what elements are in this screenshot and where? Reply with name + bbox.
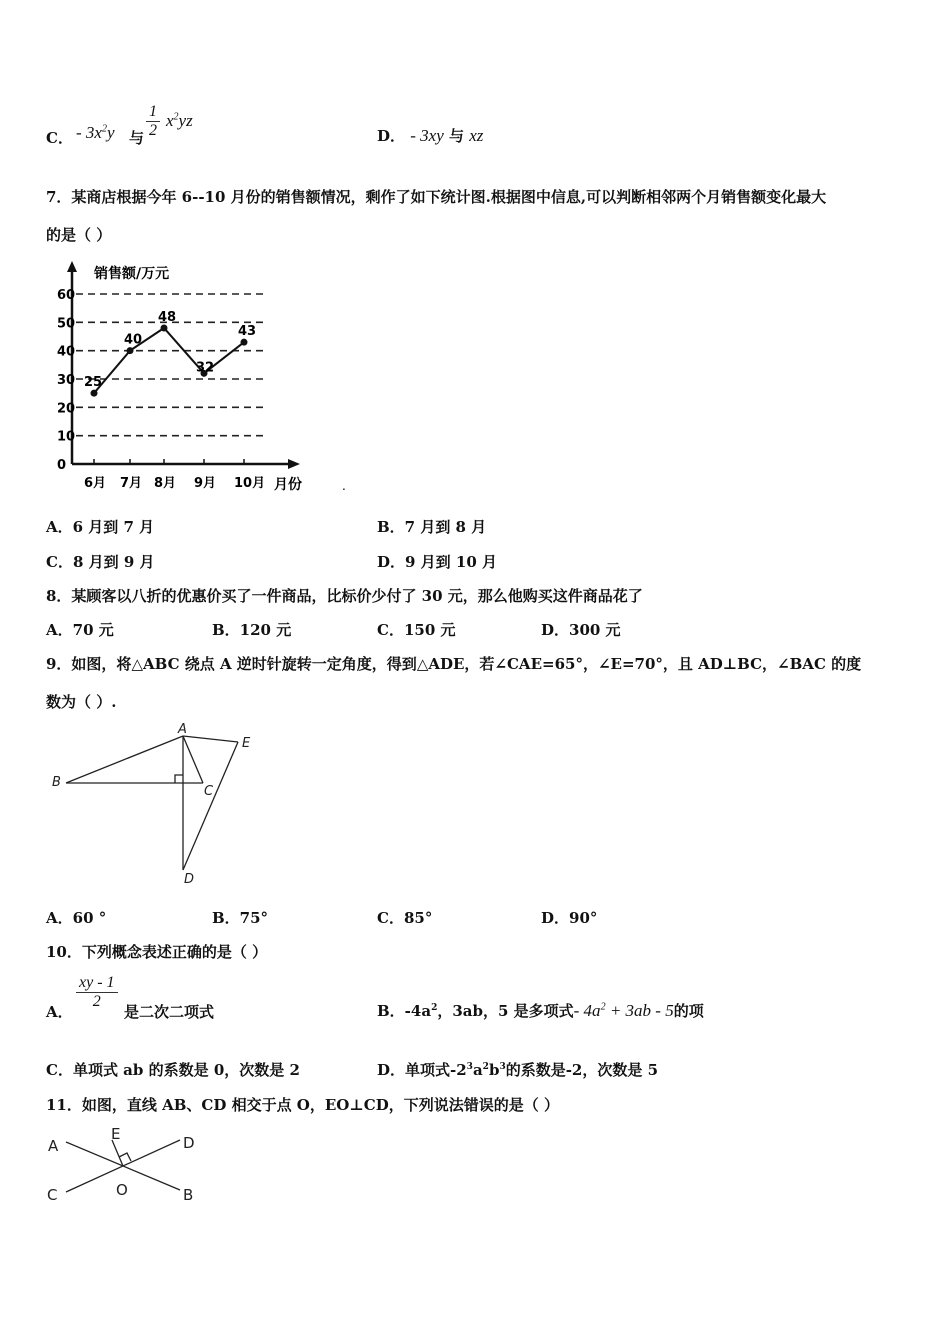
q7-line-chart <box>52 258 352 498</box>
q10-option-a-suffix: 是二次二项式 <box>124 1003 215 1021</box>
q10-option-d-prefix: D．单项式-2 <box>377 1061 467 1079</box>
label-d: D <box>184 872 195 887</box>
q6-option-c-expr1: - $3x^2y$ <box>76 123 115 142</box>
x-axis-arrow <box>288 459 300 469</box>
q9-option-a[interactable]: A．60 ° <box>46 909 107 927</box>
q10-option-d-sup3: 3 <box>499 1062 506 1072</box>
q10-option-b-prefix: B．-4a <box>377 1002 432 1020</box>
q10-option-d-a: a <box>472 1061 483 1079</box>
q9-stem-line1: 9．如图，将△ABC 绕点 A 逆时针旋转一定角度，得到△ADE，若∠CAE=65°，∠E=70°，且 AD⊥BC，∠BAC 的度 <box>46 655 862 673</box>
data-label: 40 <box>124 332 143 348</box>
segment-ac <box>183 736 203 783</box>
q6-option-d-connector: 与 <box>449 127 465 145</box>
q8-option-a[interactable]: A．70 元 <box>46 621 114 639</box>
segment-ba <box>66 736 183 783</box>
q10-option-d-sup2: 2 <box>482 1062 489 1072</box>
q6-option-d-expr1: - 3xy <box>410 126 444 145</box>
chart-trailing-dot: . <box>342 479 346 493</box>
q8-option-b[interactable]: B．120 元 <box>212 621 292 639</box>
y-tick-label: 40 <box>57 344 76 360</box>
y-tick-label: 10 <box>57 429 76 445</box>
q11-lines-figure <box>44 1120 214 1205</box>
q7-option-b[interactable]: B．7 月到 8 月 <box>377 518 487 536</box>
x-tick-label: 9月 <box>194 476 217 491</box>
q6-option-d-label: D． <box>377 127 406 145</box>
q11-stem: 11．如图，直线 AB、CD 相交于点 O，EO⊥CD，下列说法错误的是（ ） <box>46 1096 559 1114</box>
data-label: 48 <box>158 310 177 325</box>
q10-option-a[interactable] <box>46 974 346 1022</box>
q8-stem: 8．某顾客以八折的优惠价买了一件商品，比标价少付了 30 元，那么他购买这件商品花了 <box>46 587 643 605</box>
y-tick-label: 60 <box>57 288 76 303</box>
label-c: C <box>47 1186 58 1204</box>
label-e: E <box>242 736 251 751</box>
q10-option-c[interactable]: C．单项式 ab 的系数是 0，次数是 2 <box>46 1061 300 1079</box>
data-point <box>127 347 134 354</box>
label-a: A <box>48 1137 59 1155</box>
y-tick-label: 30 <box>57 373 76 388</box>
q9-option-c[interactable]: C．85° <box>377 909 433 927</box>
data-point <box>241 339 248 346</box>
label-b: B <box>183 1186 194 1204</box>
x-axis-title: 月份 <box>274 477 302 493</box>
q9-triangle-figure <box>48 720 278 890</box>
data-label: 32 <box>196 360 215 376</box>
y-axis-arrow <box>67 261 77 272</box>
q10-option-d-suffix: 的系数是-2，次数是 5 <box>505 1061 659 1079</box>
q8-option-d[interactable]: D．300 元 <box>541 621 621 639</box>
q10-option-d[interactable] <box>377 1059 658 1080</box>
label-o: O <box>116 1181 128 1199</box>
q6-option-c-fraction: $\frac{1}{2}$ <box>146 103 160 140</box>
q10-option-a-fraction: $\frac{xy - 1}{2}$ <box>76 974 118 1011</box>
segment-ae <box>183 736 238 742</box>
q10-option-b-sup: 2 <box>431 1003 438 1013</box>
q9-option-d[interactable]: D．90° <box>541 909 598 927</box>
x-tick-label: 7月 <box>120 476 143 491</box>
q6-option-c-connector: 与 <box>129 129 145 147</box>
q10-option-b-suffix: 的项 <box>673 1002 704 1020</box>
x-tick-label: 6月 <box>84 476 107 491</box>
y-tick-label: 20 <box>57 401 76 417</box>
y-tick-label: 50 <box>57 316 76 332</box>
data-label: 43 <box>238 324 257 340</box>
data-point <box>91 390 98 397</box>
q10-option-d-sup1: 3 <box>466 1062 473 1072</box>
q7-option-d[interactable]: D．9 月到 10 月 <box>377 553 497 571</box>
q10-option-b[interactable] <box>377 1000 704 1021</box>
label-e: E <box>111 1125 121 1143</box>
q10-option-d-b: b <box>488 1061 500 1079</box>
series-line <box>94 328 244 393</box>
x-tick-label: 10月 <box>234 476 266 491</box>
y-axis-title: 销售额/万元 <box>94 266 170 282</box>
q7-stem-line1: 7．某商店根据今年 6--10 月份的销售额情况，剩作了如下统计图.根据图中信息,可以判断相邻两个月销售额变化最大 <box>46 188 827 206</box>
y-tick-label: 0 <box>57 458 67 473</box>
q9-stem-line2: 数为（ ）. <box>46 693 117 711</box>
data-label: 25 <box>84 375 103 391</box>
q7-option-a[interactable]: A．6 月到 7 月 <box>46 518 155 536</box>
q7-option-c[interactable]: C．8 月到 9 月 <box>46 553 155 571</box>
q6-option-c-expr2: $x^2yz$ <box>166 111 193 130</box>
q6-option-d[interactable] <box>377 125 483 146</box>
label-b: B <box>52 775 61 790</box>
q10-stem: 10．下列概念表述正确的是（ ） <box>46 943 268 961</box>
label-a: A <box>178 722 187 737</box>
q7-stem-line2: 的是（ ） <box>46 226 112 244</box>
label-c: C <box>204 784 214 799</box>
q6-option-d-expr2: xz <box>469 126 484 145</box>
q10-option-b-expr: - $4a^2 + 3ab - 5$ <box>573 1001 674 1020</box>
x-tick-label: 8月 <box>154 476 177 491</box>
q10-option-a-label: A． <box>46 1003 73 1021</box>
right-angle-mark <box>175 775 183 783</box>
data-point <box>161 325 168 332</box>
segment-ed <box>183 742 238 870</box>
q6-option-c-label: C． <box>46 129 73 147</box>
q10-option-b-mid: ，3ab，5 是多项式 <box>437 1002 574 1020</box>
label-d: D <box>183 1134 195 1152</box>
q8-option-c[interactable]: C．150 元 <box>377 621 456 639</box>
q9-option-b[interactable]: B．75° <box>212 909 269 927</box>
